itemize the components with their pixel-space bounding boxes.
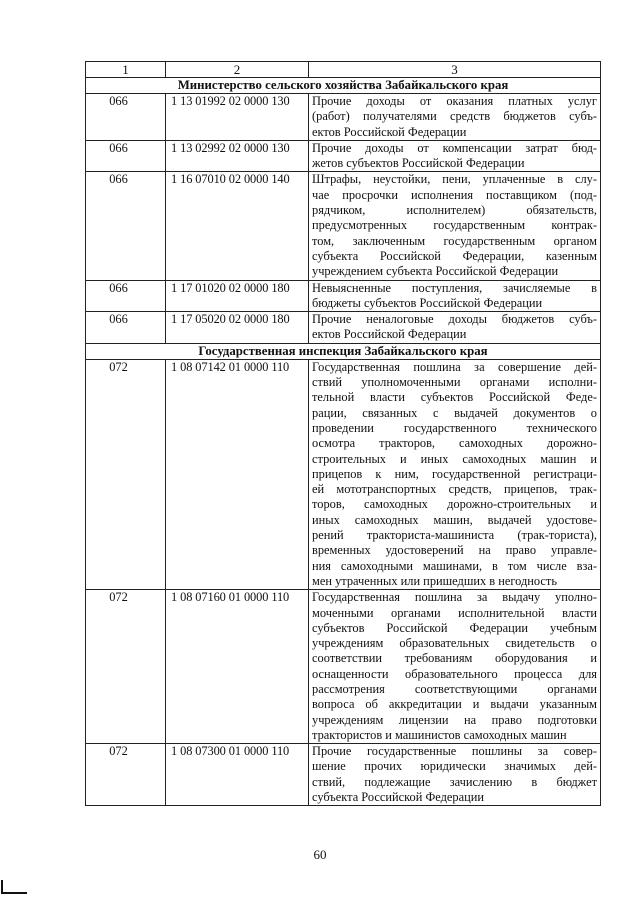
table-body	[86, 62, 601, 806]
description-line: рядчиком, исполнителем) обязательств,	[312, 203, 597, 218]
description-line: Государственная пошлина за выдачу уполно-	[312, 590, 597, 605]
description-line: Прочие доходы от оказания платных услуг	[312, 94, 597, 108]
column-number-3: 3	[309, 62, 601, 78]
administrator-code: 066	[86, 312, 166, 344]
budget-classification-code: 1 13 02992 02 0000 130	[166, 140, 309, 172]
revenue-description	[309, 359, 601, 589]
description-line: прицепов к ним, государственной регистраци-	[312, 466, 597, 481]
description-line: ния самоходными машинами, в том числе вза-	[312, 558, 597, 573]
revenue-description	[309, 744, 601, 806]
description-line: проведении государственного технического	[312, 420, 597, 435]
revenue-description	[309, 94, 601, 141]
description-line: рассмотрения соответствующими органами	[312, 681, 597, 696]
revenue-description	[309, 312, 601, 344]
table-row	[86, 744, 601, 806]
budget-classification-code: 1 08 07160 01 0000 110	[166, 590, 309, 744]
table-row	[86, 359, 601, 589]
description-line: (работ) получателями средств бюджетов субъ-	[312, 109, 597, 124]
section-header-row	[86, 343, 601, 359]
administrator-code: 066	[86, 94, 166, 141]
administrator-code: 066	[86, 280, 166, 312]
description-line: рений тракториста-машиниста (трак-ториста),	[312, 528, 597, 543]
description-line: ей мототранспортных средств, прицепов, трак-	[312, 482, 597, 497]
table-row	[86, 312, 601, 344]
budget-classification-code: 1 17 01020 02 0000 180	[166, 280, 309, 312]
description-line: учреждениям образовательных свидетельств о	[312, 636, 597, 651]
description-line: субъектов Российской Федерации учебным	[312, 620, 597, 635]
description-line: Невыясненные поступления, зачисляемые в	[312, 280, 597, 295]
revenue-description	[309, 140, 601, 172]
description-line: ектов Российской Федерации	[312, 327, 467, 342]
description-line: учреждениям лицензии на право подготовки	[312, 712, 597, 727]
administrator-code: 072	[86, 590, 166, 744]
description-line: бюджеты субъектов Российской Федерации	[312, 295, 543, 310]
administrator-code: 066	[86, 140, 166, 172]
table-row	[86, 140, 601, 172]
budget-classification-code: 1 08 07142 01 0000 110	[166, 359, 309, 589]
description-line: строительных и иных самоходных машин и	[312, 451, 597, 466]
description-line: временных удостоверений на право управле-	[312, 543, 597, 558]
description-line: Штрафы, неустойки, пени, уплаченные в слу-	[312, 172, 597, 187]
budget-classification-code: 1 17 05020 02 0000 180	[166, 312, 309, 344]
revenue-description	[309, 172, 601, 280]
section-title: Государственная инспекция Забайкальского края	[86, 343, 601, 359]
description-line: субъекта Российской Федерации, казенным	[312, 248, 597, 263]
description-line: Государственная пошлина за совершение дей-	[312, 359, 597, 374]
administrator-code: 072	[86, 744, 166, 806]
page-number: 60	[313, 847, 327, 862]
description-line: ствий, подлежащие зачислению в бюджет	[312, 774, 597, 789]
description-line: субъекта Российской Федерации	[312, 790, 484, 805]
description-line: вопроса об аккредитации и выдачи указанным	[312, 697, 597, 712]
column-number-1: 1	[86, 62, 166, 78]
description-line: Прочие доходы от компенсации затрат бюд-	[312, 140, 597, 155]
table-row	[86, 590, 601, 744]
description-line: ствий уполномоченными органами исполни-	[312, 375, 597, 390]
administrator-code: 066	[86, 172, 166, 280]
corner-crop-mark	[1, 880, 27, 894]
description-line: жетов субъектов Российской Федерации	[312, 156, 525, 171]
description-line: шение прочих юридически значимых дей-	[312, 759, 597, 774]
description-line: Прочие государственные пошлины за совер-	[312, 744, 597, 759]
revenue-description	[309, 280, 601, 312]
description-line: торов, самоходных дорожно-строительных и	[312, 497, 597, 512]
description-line: предусмотренных государственным контрак-	[312, 218, 597, 233]
section-header-row	[86, 78, 601, 94]
column-number-row	[86, 62, 601, 78]
description-line: мен утраченных или пришедших в негодность	[312, 573, 557, 588]
description-line: осмотра тракторов, самоходных дорожно-	[312, 436, 597, 451]
section-title: Министерство сельского хозяйства Забайкальского края	[86, 78, 601, 94]
administrator-code: 072	[86, 359, 166, 589]
table-row	[86, 94, 601, 141]
column-number-2: 2	[166, 62, 309, 78]
description-line: моченными органами исполнительной власти	[312, 605, 597, 620]
description-line: иных самоходных машин, выдачей удостове-	[312, 512, 597, 527]
description-line: соответствии требованиям оборудования и	[312, 651, 597, 666]
description-line: Прочие неналоговые доходы бюджетов субъ-	[312, 312, 597, 327]
budget-classification-code: 1 08 07300 01 0000 110	[166, 744, 309, 806]
description-line: рации, связанных с выдачей документов о	[312, 405, 597, 420]
description-line: оснащенности образовательного процесса для	[312, 666, 597, 681]
table-row	[86, 172, 601, 280]
budget-classification-code: 1 13 01992 02 0000 130	[166, 94, 309, 141]
description-line: том, заключенным государственным органом	[312, 233, 597, 248]
description-line: ектов Российской Федерации	[312, 124, 467, 139]
revenue-codes-table	[85, 61, 601, 806]
revenue-description	[309, 590, 601, 744]
description-line: трактористов и машинистов самоходных машин	[312, 727, 567, 742]
description-line: чае просрочки исполнения поставщиком (под-	[312, 187, 597, 202]
table-row	[86, 280, 601, 312]
budget-classification-code: 1 16 07010 02 0000 140	[166, 172, 309, 280]
description-line: учреждением субъекта Российской Федерации	[312, 264, 559, 279]
description-line: тельной власти субъектов Российской Феде-	[312, 390, 597, 405]
